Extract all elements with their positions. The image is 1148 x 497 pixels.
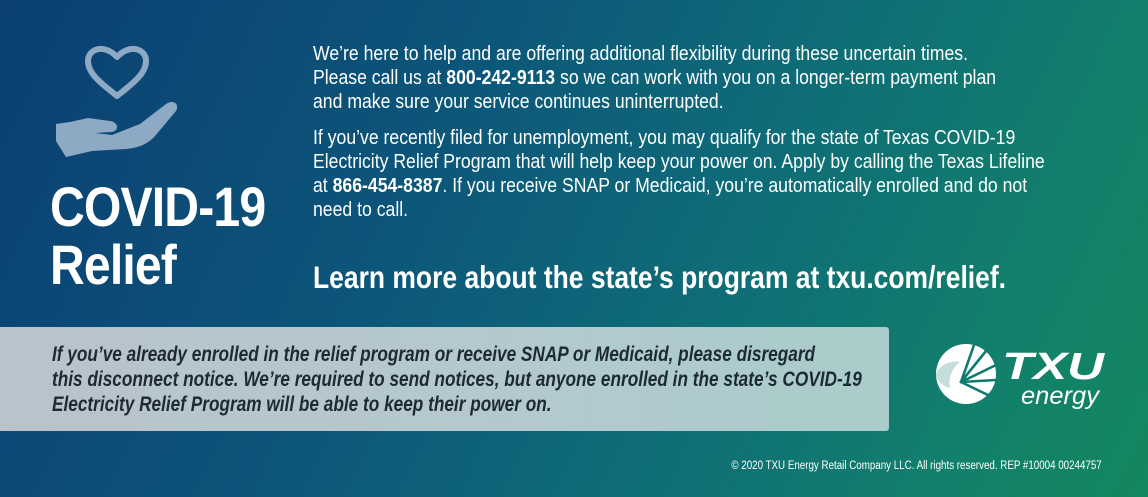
paragraph-help-prefix: Please call us at (313, 66, 447, 89)
learn-more-link[interactable]: Learn more about the state’s program at txu.com/relief. (313, 259, 1007, 295)
logo-subtitle: energy (1021, 382, 1101, 410)
paragraph-program-prefix: at (313, 174, 333, 197)
title-line-2: Relief (50, 233, 176, 296)
paragraph-program-line-2: Electricity Relief Program that will help keep your power on. Apply by calling the Texas Lifeline (313, 150, 1045, 173)
txu-energy-logo (930, 336, 1110, 416)
notice-line-3: Electricity Relief Program will be able to keep their power on. (52, 393, 552, 416)
disconnect-notice-box (0, 327, 889, 431)
phone-number-support[interactable]: 800-242-9113 (446, 66, 556, 89)
logo-brand: TXU (1002, 346, 1107, 388)
title-line-1: COVID-19 (50, 175, 266, 238)
page-title (50, 175, 266, 296)
paragraph-help-line-1: We’re here to help and are offering additional flexibility during these uncertain times. (313, 42, 968, 65)
disconnect-notice-text (52, 342, 864, 417)
paragraph-program-line-4: need to call. (313, 198, 409, 221)
notice-line-1: If you’ve already enrolled in the relief program or receive SNAP or Medicaid, please disregard (52, 343, 816, 366)
notice-line-2: this disconnect notice. We’re required to send notices, but anyone enrolled in the state’s COVID-19 (52, 368, 862, 391)
paragraph-program-line-1: If you’ve recently filed for unemployment, you may qualify for the state of Texas COVID-19 (313, 126, 1016, 149)
sunburst-logo-icon (936, 344, 996, 404)
paragraph-help (313, 42, 1087, 114)
body-copy (313, 42, 1087, 234)
paragraph-program (313, 126, 1087, 222)
hand-heart-icon (52, 40, 182, 165)
paragraph-program-suffix: . If you receive SNAP or Medicaid, you’re automatically enrolled and do not (442, 174, 1028, 197)
paragraph-help-suffix: so we can work with you on a longer-term payment plan (555, 66, 997, 89)
phone-number-lifeline[interactable]: 866-454-8387 (332, 174, 443, 197)
paragraph-help-line-3: and make sure your service continues uninterrupted. (313, 90, 724, 113)
copyright-notice: © 2020 TXU Energy Retail Company LLC. All rights reserved. REP #10004 00244757 (731, 460, 1102, 472)
